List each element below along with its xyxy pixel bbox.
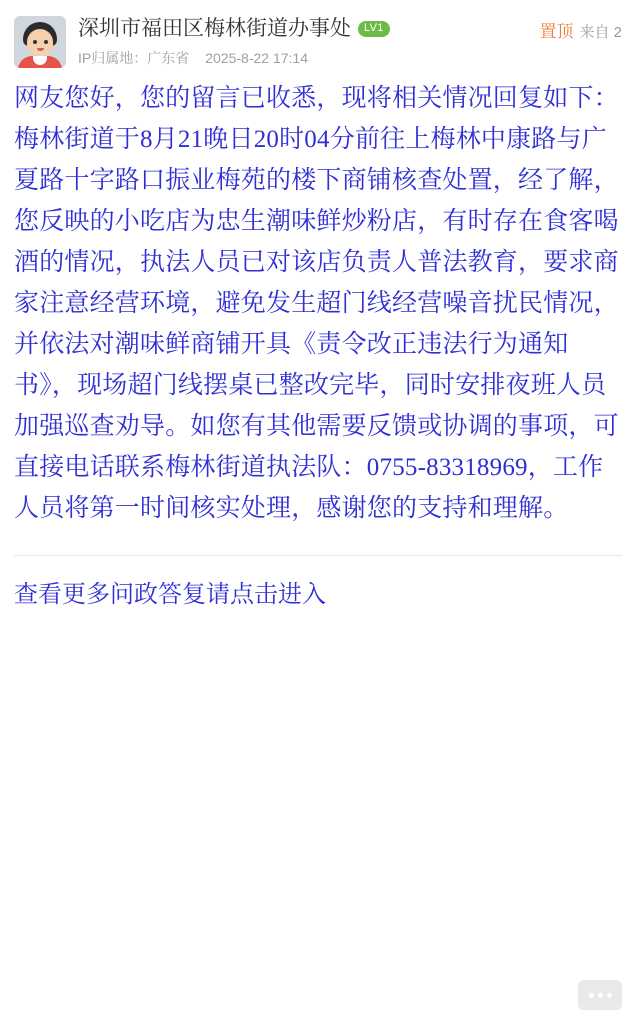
level-badge: LV1	[358, 21, 390, 37]
header-right-group	[531, 17, 622, 42]
post-paragraph-1: 网友您好，您的留言已收悉，现将相关情况回复如下：	[14, 85, 619, 112]
author-name[interactable]: 深圳市福田区梅林街道办事处	[78, 17, 351, 40]
post-body	[0, 74, 636, 529]
view-more-link[interactable]: 查看更多问政答复请点击进入	[14, 582, 326, 608]
post-header	[0, 0, 636, 74]
author-row	[78, 16, 622, 42]
avatar-face	[27, 29, 53, 56]
source-label: 来自 2	[579, 23, 622, 41]
post-paragraph-2: 梅林街道于8月21晚日20时04分前往上梅林中康路与广夏路十字路口振业梅苑的楼下商铺核查处置，经了解，您反映的小吃店为忠生潮味鲜炒粉店，有时存在食客喝酒的情况，执法人员已对该店负责人普法教育，要求商家注意经营环境，避免发生超门线经营噪音扰民情况，并依法对潮味鲜商铺开具《责令改正违法行为通知书》，现场超门线摆桌已整改完毕，同时安排夜班人员加强巡查劝导。如您有其他需要反馈或协调的事项，可直接电话联系梅林街道执法队：0755-83318969，工作人员将第一时间核实处理，感谢您的支持和理解。	[14, 126, 619, 522]
dot-2	[598, 993, 603, 998]
avatar-eye-right	[44, 40, 48, 44]
post-meta	[78, 49, 622, 67]
dot-3	[607, 993, 612, 998]
pinned-label: 置顶	[539, 21, 574, 41]
avatar[interactable]	[14, 16, 66, 68]
ip-location-label: IP归属地：广东省	[78, 50, 190, 66]
dot-1	[589, 993, 594, 998]
post-timestamp: 2025-8-22 17:14	[205, 50, 308, 66]
more-dots-icon[interactable]	[578, 980, 622, 1010]
avatar-eye-left	[33, 40, 37, 44]
post-header-text	[78, 16, 622, 67]
